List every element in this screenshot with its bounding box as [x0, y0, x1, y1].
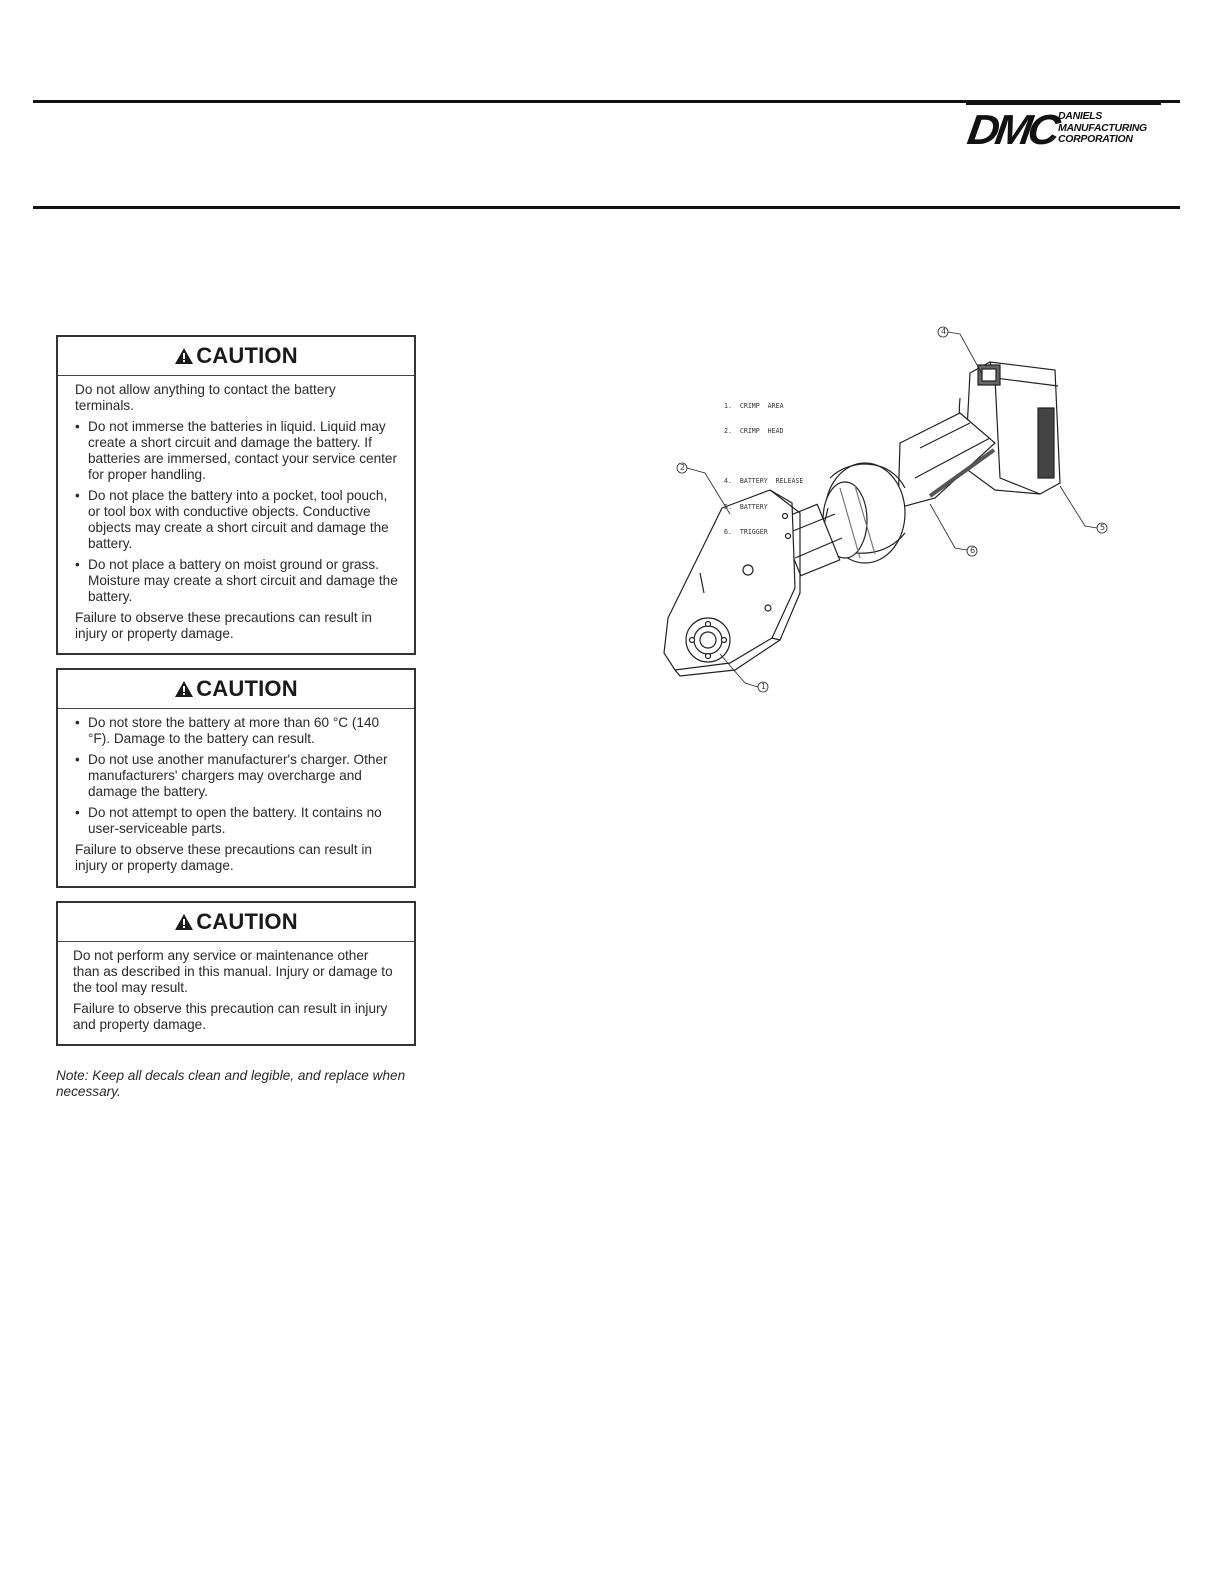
legend-item: 6. TRIGGER — [724, 527, 768, 536]
caution-box-battery-terminals — [56, 335, 416, 655]
legend-item: 4. BATTERY RELEASE — [724, 477, 804, 486]
caution-box-battery-storage — [56, 668, 416, 888]
caution-bullet: • Do not use another manufacturer's charger. Other manufacturers' chargers may overcharge and damage the battery. — [75, 752, 398, 800]
figure-legend — [724, 385, 803, 545]
logo-line-3: CORPORATION — [1058, 133, 1133, 145]
caution-title: CAUTION — [196, 909, 298, 934]
caution-bullet-list — [75, 419, 398, 605]
warning-triangle-icon — [174, 680, 194, 698]
logo-line-1: DANIELS — [1058, 110, 1102, 122]
logo-mark: DMC — [964, 106, 1060, 153]
caution-bullet: • Do not attempt to open the battery. It contains no user-serviceable parts. — [75, 805, 398, 837]
caution-box-service — [56, 901, 416, 1046]
caution-title: CAUTION — [196, 343, 298, 368]
caution-body — [58, 942, 414, 1046]
decal-note: Note: Keep all decals clean and legible, and replace when necessary. — [56, 1068, 406, 1099]
warning-triangle-icon — [174, 347, 194, 365]
caution-intro: Do not perform any service or maintenance other than as described in this manual. Injury or damage to the tool may result. — [73, 948, 393, 995]
caution-body — [58, 376, 414, 655]
caution-header — [58, 670, 414, 709]
caution-bullet-list — [75, 715, 398, 837]
callout-4: 4 — [941, 327, 947, 336]
company-logo — [966, 103, 1166, 155]
caution-footer: Failure to observe these precautions can result in injury or property damage. — [75, 610, 372, 641]
callout-6: 6 — [970, 546, 976, 555]
caution-title: CAUTION — [196, 676, 298, 701]
callout-5: 5 — [1100, 523, 1106, 532]
caution-header — [58, 903, 414, 942]
caution-body — [58, 709, 414, 887]
logo-top-line — [966, 103, 1161, 105]
logo-line-2: MANUFACTURING — [1058, 121, 1147, 134]
caution-bullet: • Do not place the battery into a pocket, tool pouch, or tool box with conductive objects. Conductive objects may create a short circuit and damage the battery. — [75, 488, 398, 552]
caution-footer: Failure to observe these precautions can result in injury or property damage. — [75, 842, 372, 873]
legend-item: 1. CRIMP AREA — [724, 401, 784, 410]
caution-header — [58, 337, 414, 376]
callout-2: 2 — [680, 463, 686, 472]
warning-triangle-icon — [174, 913, 194, 931]
legend-item: 2. CRIMP HEAD — [724, 427, 784, 436]
callout-1: 1 — [761, 682, 767, 691]
legend-item: 5. BATTERY — [724, 502, 768, 511]
logo-company-name — [1058, 111, 1147, 146]
caution-intro: Do not allow anything to contact the battery terminals. — [75, 382, 336, 413]
bottom-header-rule — [33, 206, 1180, 209]
caution-bullet: • Do not immerse the batteries in liquid. Liquid may create a short circuit and damage the battery. If batteries are immersed, contact your service center for proper handling. — [75, 419, 398, 483]
caution-bullet: • Do not place a battery on moist ground or grass. Moisture may create a short circuit and damage the battery. — [75, 557, 398, 605]
caution-bullet: • Do not store the battery at more than 60 °C (140 °F). Damage to the battery can result. — [75, 715, 398, 747]
caution-footer: Failure to observe this precaution can result in injury and property damage. — [73, 1001, 388, 1032]
